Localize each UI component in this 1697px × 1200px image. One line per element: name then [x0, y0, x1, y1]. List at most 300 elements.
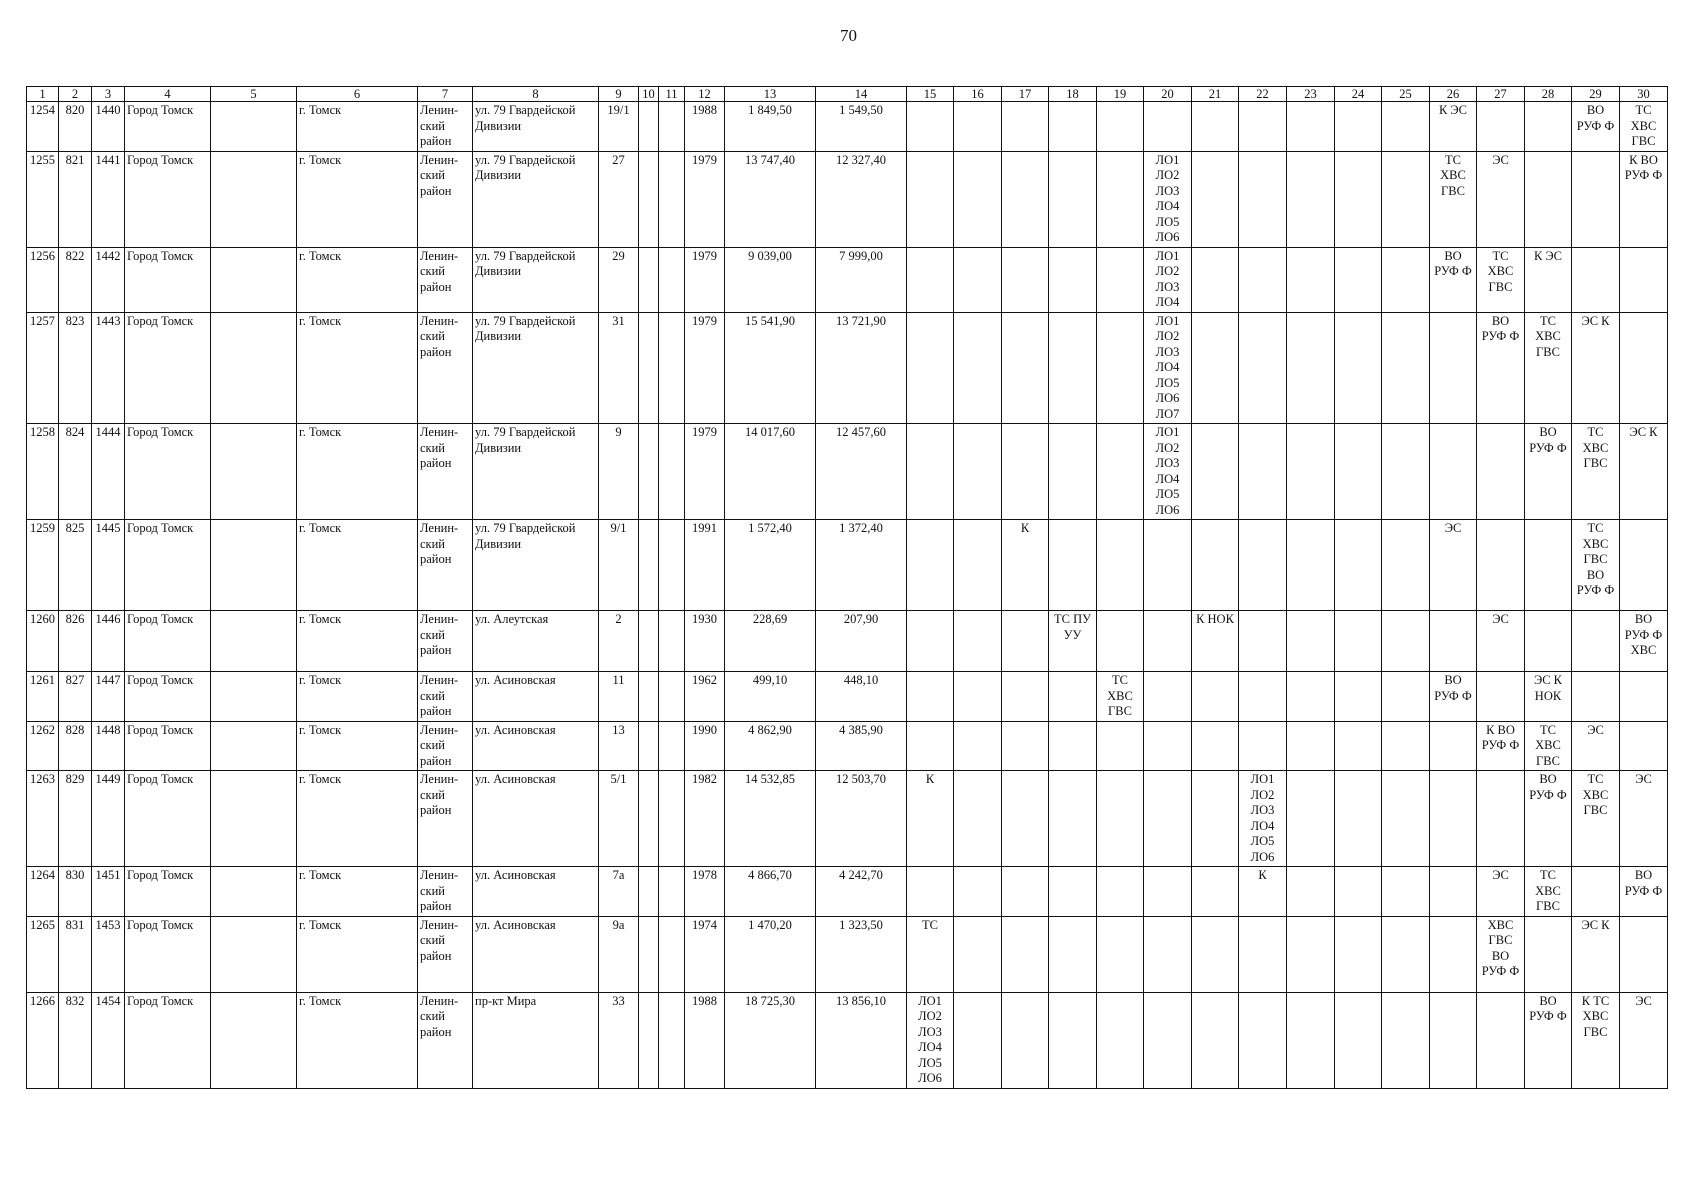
- table-cell-col-5: [211, 992, 297, 1088]
- table-cell-col-9: 9/1: [599, 520, 639, 611]
- column-number-5: 5: [211, 87, 297, 102]
- table-cell-col-23: [1287, 312, 1335, 424]
- table-body: [27, 102, 1668, 1089]
- table-cell-col-8: ул. 79 Гвардейской Дивизии: [473, 312, 599, 424]
- table-cell-col-7: Ленин- ский район: [418, 867, 473, 917]
- table-cell-col-2: 826: [59, 611, 92, 672]
- table-cell-col-22: ЛО1 ЛО2 ЛО3 ЛО4 ЛО5 ЛО6: [1239, 771, 1287, 867]
- column-number-4: 4: [125, 87, 211, 102]
- table-cell-col-12: 1979: [685, 312, 725, 424]
- table-cell-col-19: [1097, 312, 1144, 424]
- table-cell-col-20: ЛО1 ЛО2 ЛО3 ЛО4: [1144, 247, 1192, 312]
- column-number-9: 9: [599, 87, 639, 102]
- column-number-22: 22: [1239, 87, 1287, 102]
- table-cell-col-10: [639, 424, 659, 520]
- table-cell-col-22: [1239, 611, 1287, 672]
- column-number-17: 17: [1002, 87, 1049, 102]
- table-cell-col-16: [954, 520, 1002, 611]
- table-cell-col-3: 1442: [92, 247, 125, 312]
- table-cell-col-22: [1239, 916, 1287, 992]
- table-cell-col-22: [1239, 520, 1287, 611]
- table-cell-col-11: [659, 102, 685, 152]
- table-cell-col-15: [907, 672, 954, 722]
- table-cell-col-17: [1002, 916, 1049, 992]
- table-cell-col-10: [639, 672, 659, 722]
- table-cell-col-16: [954, 721, 1002, 771]
- table-cell-col-6: г. Томск: [297, 672, 418, 722]
- table-cell-col-12: 1991: [685, 520, 725, 611]
- table-cell-col-12: 1974: [685, 916, 725, 992]
- table-cell-col-19: [1097, 771, 1144, 867]
- table-cell-col-23: [1287, 867, 1335, 917]
- table-cell-col-14: 7 999,00: [816, 247, 907, 312]
- table-cell-col-24: [1335, 102, 1382, 152]
- table-cell-col-28: [1525, 102, 1572, 152]
- table-cell-col-29: [1572, 867, 1620, 917]
- table-cell-col-20: [1144, 771, 1192, 867]
- table-cell-col-25: [1382, 992, 1430, 1088]
- table-cell-col-18: [1049, 247, 1097, 312]
- table-cell-col-1: 1256: [27, 247, 59, 312]
- table-row: [27, 424, 1668, 520]
- table-cell-col-16: [954, 771, 1002, 867]
- column-number-29: 29: [1572, 87, 1620, 102]
- table-cell-col-6: г. Томск: [297, 916, 418, 992]
- table-row: [27, 992, 1668, 1088]
- table-cell-col-24: [1335, 771, 1382, 867]
- column-number-16: 16: [954, 87, 1002, 102]
- table-cell-col-13: 1 849,50: [725, 102, 816, 152]
- table-cell-col-18: [1049, 867, 1097, 917]
- table-cell-col-28: ВО РУФ Ф: [1525, 424, 1572, 520]
- table-cell-col-19: [1097, 992, 1144, 1088]
- table-cell-col-23: [1287, 721, 1335, 771]
- table-cell-col-18: [1049, 672, 1097, 722]
- table-cell-col-21: [1192, 247, 1239, 312]
- table-cell-col-13: 4 862,90: [725, 721, 816, 771]
- table-cell-col-3: 1454: [92, 992, 125, 1088]
- table-cell-col-16: [954, 672, 1002, 722]
- table-cell-col-29: [1572, 672, 1620, 722]
- table-cell-col-28: [1525, 916, 1572, 992]
- table-cell-col-20: [1144, 672, 1192, 722]
- table-cell-col-30: [1620, 520, 1668, 611]
- table-cell-col-1: 1262: [27, 721, 59, 771]
- table-cell-col-17: [1002, 611, 1049, 672]
- table-cell-col-20: [1144, 867, 1192, 917]
- table-cell-col-12: 1978: [685, 867, 725, 917]
- column-number-27: 27: [1477, 87, 1525, 102]
- table-cell-col-6: г. Томск: [297, 721, 418, 771]
- table-cell-col-2: 823: [59, 312, 92, 424]
- table-cell-col-17: [1002, 312, 1049, 424]
- table-cell-col-10: [639, 721, 659, 771]
- table-cell-col-11: [659, 867, 685, 917]
- table-cell-col-18: [1049, 992, 1097, 1088]
- table-cell-col-7: Ленин- ский район: [418, 247, 473, 312]
- column-number-7: 7: [418, 87, 473, 102]
- table-cell-col-25: [1382, 672, 1430, 722]
- table-cell-col-11: [659, 520, 685, 611]
- column-number-12: 12: [685, 87, 725, 102]
- table-cell-col-8: ул. 79 Гвардейской Дивизии: [473, 247, 599, 312]
- table-cell-col-8: ул. 79 Гвардейской Дивизии: [473, 520, 599, 611]
- table-cell-col-19: [1097, 867, 1144, 917]
- table-cell-col-10: [639, 992, 659, 1088]
- table-cell-col-26: [1430, 771, 1477, 867]
- table-cell-col-3: 1448: [92, 721, 125, 771]
- table-cell-col-24: [1335, 672, 1382, 722]
- table-cell-col-5: [211, 916, 297, 992]
- table-cell-col-10: [639, 916, 659, 992]
- table-cell-col-23: [1287, 916, 1335, 992]
- table-cell-col-19: ТС ХВС ГВС: [1097, 672, 1144, 722]
- table-cell-col-30: ЭС К: [1620, 424, 1668, 520]
- table-cell-col-29: [1572, 611, 1620, 672]
- table-cell-col-25: [1382, 151, 1430, 247]
- table-cell-col-15: К: [907, 771, 954, 867]
- table-cell-col-6: г. Томск: [297, 771, 418, 867]
- table-cell-col-20: ЛО1 ЛО2 ЛО3 ЛО4 ЛО5 ЛО6 ЛО7: [1144, 312, 1192, 424]
- table-cell-col-1: 1261: [27, 672, 59, 722]
- table-row: [27, 672, 1668, 722]
- table-cell-col-27: [1477, 672, 1525, 722]
- column-number-28: 28: [1525, 87, 1572, 102]
- table-cell-col-24: [1335, 247, 1382, 312]
- table-cell-col-9: 9: [599, 424, 639, 520]
- table-cell-col-28: ЭС К НОК: [1525, 672, 1572, 722]
- column-number-header: [27, 87, 1668, 102]
- table-cell-col-15: ТС: [907, 916, 954, 992]
- table-cell-col-16: [954, 247, 1002, 312]
- table-cell-col-30: ВО РУФ Ф ХВС: [1620, 611, 1668, 672]
- table-cell-col-18: [1049, 916, 1097, 992]
- table-cell-col-21: [1192, 102, 1239, 152]
- table-cell-col-25: [1382, 520, 1430, 611]
- table-cell-col-28: ВО РУФ Ф: [1525, 771, 1572, 867]
- table-cell-col-25: [1382, 771, 1430, 867]
- table-cell-col-24: [1335, 721, 1382, 771]
- table-cell-col-24: [1335, 916, 1382, 992]
- table-cell-col-13: 14 532,85: [725, 771, 816, 867]
- table-cell-col-4: Город Томск: [125, 992, 211, 1088]
- table-cell-col-27: ТС ХВС ГВС: [1477, 247, 1525, 312]
- table-cell-col-27: К ВО РУФ Ф: [1477, 721, 1525, 771]
- table-cell-col-6: г. Томск: [297, 611, 418, 672]
- table-cell-col-9: 31: [599, 312, 639, 424]
- table-cell-col-22: [1239, 312, 1287, 424]
- table-cell-col-16: [954, 611, 1002, 672]
- table-row: [27, 247, 1668, 312]
- column-number-8: 8: [473, 87, 599, 102]
- table-cell-col-28: [1525, 151, 1572, 247]
- table-cell-col-1: 1260: [27, 611, 59, 672]
- table-cell-col-30: [1620, 247, 1668, 312]
- table-cell-col-15: [907, 611, 954, 672]
- table-cell-col-4: Город Томск: [125, 672, 211, 722]
- table-cell-col-20: [1144, 916, 1192, 992]
- table-cell-col-13: 15 541,90: [725, 312, 816, 424]
- table-cell-col-12: 1982: [685, 771, 725, 867]
- table-cell-col-11: [659, 151, 685, 247]
- column-number-14: 14: [816, 87, 907, 102]
- table-cell-col-1: 1255: [27, 151, 59, 247]
- table-cell-col-12: 1930: [685, 611, 725, 672]
- table-cell-col-26: [1430, 312, 1477, 424]
- table-cell-col-17: [1002, 424, 1049, 520]
- table-cell-col-7: Ленин- ский район: [418, 424, 473, 520]
- table-cell-col-29: ТС ХВС ГВС: [1572, 424, 1620, 520]
- table-cell-col-20: [1144, 102, 1192, 152]
- table-cell-col-18: [1049, 520, 1097, 611]
- table-cell-col-2: 830: [59, 867, 92, 917]
- column-number-23: 23: [1287, 87, 1335, 102]
- column-number-15: 15: [907, 87, 954, 102]
- table-cell-col-2: 828: [59, 721, 92, 771]
- table-cell-col-3: 1447: [92, 672, 125, 722]
- table-cell-col-1: 1257: [27, 312, 59, 424]
- table-cell-col-29: ТС ХВС ГВС ВО РУФ Ф: [1572, 520, 1620, 611]
- table-cell-col-19: [1097, 611, 1144, 672]
- table-cell-col-21: [1192, 992, 1239, 1088]
- table-cell-col-16: [954, 992, 1002, 1088]
- table-cell-col-30: ЭС: [1620, 992, 1668, 1088]
- table-cell-col-26: ЭС: [1430, 520, 1477, 611]
- table-cell-col-1: 1263: [27, 771, 59, 867]
- table-cell-col-11: [659, 916, 685, 992]
- table-cell-col-21: [1192, 672, 1239, 722]
- table-cell-col-10: [639, 151, 659, 247]
- table-cell-col-24: [1335, 867, 1382, 917]
- table-cell-col-18: [1049, 151, 1097, 247]
- table-cell-col-23: [1287, 151, 1335, 247]
- table-cell-col-18: [1049, 721, 1097, 771]
- table-cell-col-8: ул. 79 Гвардейской Дивизии: [473, 102, 599, 152]
- table-cell-col-16: [954, 312, 1002, 424]
- table-cell-col-15: [907, 867, 954, 917]
- table-cell-col-12: 1962: [685, 672, 725, 722]
- table-cell-col-19: [1097, 520, 1144, 611]
- table-cell-col-26: ТС ХВС ГВС: [1430, 151, 1477, 247]
- table-cell-col-2: 831: [59, 916, 92, 992]
- table-cell-col-11: [659, 312, 685, 424]
- register-table: [26, 86, 1668, 1089]
- table-cell-col-26: ВО РУФ Ф: [1430, 247, 1477, 312]
- table-cell-col-8: ул. 79 Гвардейской Дивизии: [473, 151, 599, 247]
- table-cell-col-11: [659, 771, 685, 867]
- table-cell-col-30: ТС ХВС ГВС: [1620, 102, 1668, 152]
- table-cell-col-6: г. Томск: [297, 151, 418, 247]
- table-cell-col-14: 448,10: [816, 672, 907, 722]
- column-number-13: 13: [725, 87, 816, 102]
- table-cell-col-29: ЭС К: [1572, 312, 1620, 424]
- table-cell-col-14: 12 503,70: [816, 771, 907, 867]
- table-cell-col-1: 1266: [27, 992, 59, 1088]
- table-cell-col-5: [211, 721, 297, 771]
- table-cell-col-17: К: [1002, 520, 1049, 611]
- table-cell-col-5: [211, 424, 297, 520]
- table-cell-col-19: [1097, 102, 1144, 152]
- table-cell-col-4: Город Томск: [125, 312, 211, 424]
- table-cell-col-15: [907, 151, 954, 247]
- column-number-11: 11: [659, 87, 685, 102]
- table-cell-col-8: ул. Алеутская: [473, 611, 599, 672]
- table-cell-col-24: [1335, 312, 1382, 424]
- table-cell-col-9: 11: [599, 672, 639, 722]
- table-cell-col-28: [1525, 520, 1572, 611]
- table-cell-col-27: ХВС ГВС ВО РУФ Ф: [1477, 916, 1525, 992]
- table-cell-col-7: Ленин- ский район: [418, 721, 473, 771]
- table-cell-col-6: г. Томск: [297, 424, 418, 520]
- table-cell-col-5: [211, 771, 297, 867]
- table-cell-col-5: [211, 102, 297, 152]
- table-cell-col-28: ТС ХВС ГВС: [1525, 312, 1572, 424]
- table-cell-col-14: 13 856,10: [816, 992, 907, 1088]
- table-cell-col-13: 1 470,20: [725, 916, 816, 992]
- table-cell-col-14: 1 549,50: [816, 102, 907, 152]
- table-cell-col-18: [1049, 424, 1097, 520]
- table-cell-col-9: 33: [599, 992, 639, 1088]
- column-number-26: 26: [1430, 87, 1477, 102]
- table-cell-col-24: [1335, 611, 1382, 672]
- table-cell-col-29: [1572, 151, 1620, 247]
- table-row: [27, 867, 1668, 917]
- table-cell-col-7: Ленин- ский район: [418, 916, 473, 992]
- table-cell-col-15: [907, 102, 954, 152]
- table-cell-col-21: [1192, 424, 1239, 520]
- table-cell-col-11: [659, 992, 685, 1088]
- column-number-3: 3: [92, 87, 125, 102]
- column-number-30: 30: [1620, 87, 1668, 102]
- table-cell-col-13: 9 039,00: [725, 247, 816, 312]
- table-cell-col-1: 1265: [27, 916, 59, 992]
- table-cell-col-10: [639, 312, 659, 424]
- table-cell-col-21: [1192, 312, 1239, 424]
- table-cell-col-9: 27: [599, 151, 639, 247]
- table-cell-col-3: 1453: [92, 916, 125, 992]
- table-cell-col-9: 2: [599, 611, 639, 672]
- table-cell-col-12: 1979: [685, 424, 725, 520]
- column-number-1: 1: [27, 87, 59, 102]
- column-number-6: 6: [297, 87, 418, 102]
- table-cell-col-27: [1477, 424, 1525, 520]
- table-cell-col-9: 13: [599, 721, 639, 771]
- table-cell-col-20: [1144, 992, 1192, 1088]
- table-row: [27, 611, 1668, 672]
- table-cell-col-3: 1445: [92, 520, 125, 611]
- table-cell-col-25: [1382, 247, 1430, 312]
- table-cell-col-10: [639, 867, 659, 917]
- table-cell-col-15: [907, 312, 954, 424]
- table-cell-col-21: [1192, 520, 1239, 611]
- table-cell-col-26: [1430, 916, 1477, 992]
- table-cell-col-18: [1049, 312, 1097, 424]
- table-cell-col-22: [1239, 992, 1287, 1088]
- table-cell-col-14: 13 721,90: [816, 312, 907, 424]
- table-cell-col-28: ВО РУФ Ф: [1525, 992, 1572, 1088]
- table-cell-col-10: [639, 771, 659, 867]
- table-cell-col-30: [1620, 916, 1668, 992]
- table-cell-col-19: [1097, 247, 1144, 312]
- table-cell-col-23: [1287, 611, 1335, 672]
- table-cell-col-17: [1002, 247, 1049, 312]
- column-number-21: 21: [1192, 87, 1239, 102]
- table-cell-col-29: ВО РУФ Ф: [1572, 102, 1620, 152]
- table-cell-col-30: ЭС: [1620, 771, 1668, 867]
- table-row: [27, 102, 1668, 152]
- table-cell-col-27: ВО РУФ Ф: [1477, 312, 1525, 424]
- table-cell-col-1: 1258: [27, 424, 59, 520]
- table-cell-col-3: 1440: [92, 102, 125, 152]
- table-cell-col-3: 1449: [92, 771, 125, 867]
- table-cell-col-3: 1451: [92, 867, 125, 917]
- table-cell-col-17: [1002, 992, 1049, 1088]
- table-cell-col-7: Ленин- ский район: [418, 102, 473, 152]
- table-cell-col-12: 1979: [685, 151, 725, 247]
- table-cell-col-13: 1 572,40: [725, 520, 816, 611]
- table-cell-col-8: ул. Асиновская: [473, 771, 599, 867]
- table-cell-col-4: Город Томск: [125, 771, 211, 867]
- table-cell-col-19: [1097, 916, 1144, 992]
- table-cell-col-26: [1430, 721, 1477, 771]
- table-cell-col-6: г. Томск: [297, 102, 418, 152]
- table-cell-col-1: 1259: [27, 520, 59, 611]
- table-cell-col-1: 1264: [27, 867, 59, 917]
- page-number: 70: [840, 26, 857, 45]
- table-cell-col-11: [659, 672, 685, 722]
- table-cell-col-30: [1620, 721, 1668, 771]
- table-cell-col-17: [1002, 151, 1049, 247]
- table-cell-col-14: 4 242,70: [816, 867, 907, 917]
- table-cell-col-20: [1144, 721, 1192, 771]
- table-cell-col-30: [1620, 312, 1668, 424]
- table-cell-col-26: [1430, 992, 1477, 1088]
- table-cell-col-13: 4 866,70: [725, 867, 816, 917]
- table-cell-col-24: [1335, 520, 1382, 611]
- table-cell-col-28: ТС ХВС ГВС: [1525, 721, 1572, 771]
- table-cell-col-21: [1192, 151, 1239, 247]
- table-cell-col-15: ЛО1 ЛО2 ЛО3 ЛО4 ЛО5 ЛО6: [907, 992, 954, 1088]
- table-cell-col-24: [1335, 424, 1382, 520]
- table-cell-col-16: [954, 916, 1002, 992]
- table-cell-col-26: К ЭС: [1430, 102, 1477, 152]
- table-cell-col-9: 29: [599, 247, 639, 312]
- table-cell-col-3: 1444: [92, 424, 125, 520]
- table-cell-col-26: [1430, 867, 1477, 917]
- table-cell-col-22: [1239, 672, 1287, 722]
- table-cell-col-7: Ленин- ский район: [418, 992, 473, 1088]
- table-cell-col-17: [1002, 867, 1049, 917]
- table-cell-col-26: [1430, 611, 1477, 672]
- table-cell-col-21: [1192, 916, 1239, 992]
- table-cell-col-24: [1335, 992, 1382, 1088]
- table-cell-col-25: [1382, 312, 1430, 424]
- table-cell-col-7: Ленин- ский район: [418, 771, 473, 867]
- table-cell-col-3: 1443: [92, 312, 125, 424]
- table-cell-col-28: ТС ХВС ГВС: [1525, 867, 1572, 917]
- table-cell-col-22: [1239, 721, 1287, 771]
- table-cell-col-25: [1382, 916, 1430, 992]
- table-cell-col-27: [1477, 992, 1525, 1088]
- table-cell-col-4: Город Томск: [125, 151, 211, 247]
- table-cell-col-2: 822: [59, 247, 92, 312]
- table-cell-col-2: 820: [59, 102, 92, 152]
- table-cell-col-4: Город Томск: [125, 611, 211, 672]
- column-number-20: 20: [1144, 87, 1192, 102]
- table-cell-col-14: 12 457,60: [816, 424, 907, 520]
- table-cell-col-12: 1988: [685, 992, 725, 1088]
- table-row: [27, 916, 1668, 992]
